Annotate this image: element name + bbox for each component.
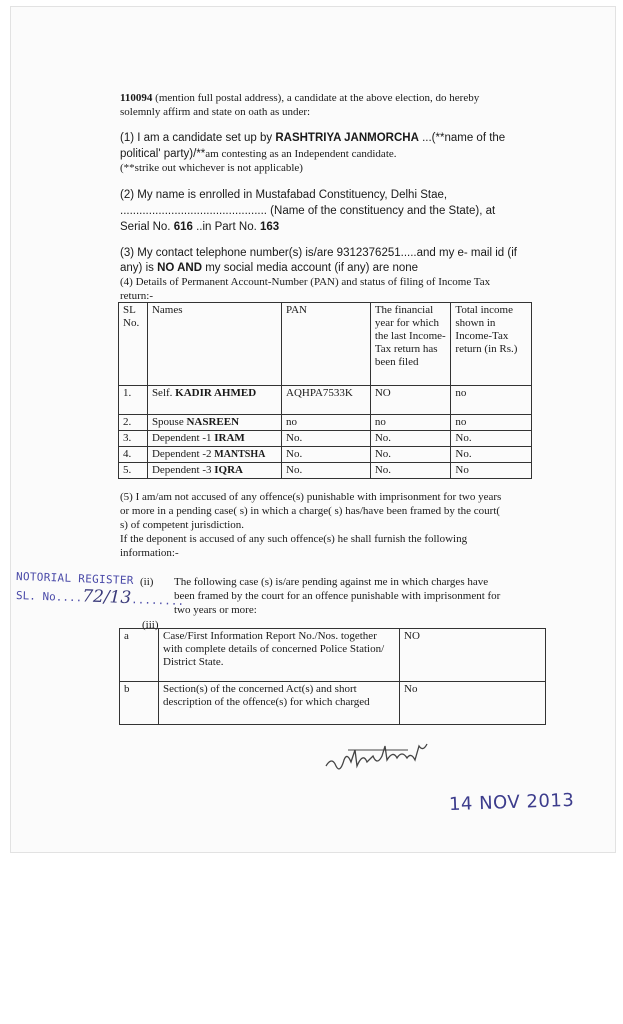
row-fy: no [370,415,451,431]
row-income: No. [451,447,532,463]
relation: Self. [151,387,176,399]
row-fy: No. [370,463,451,479]
notary-dots: ........ [130,593,185,608]
constituency-note [120,204,495,218]
row-pan: No. [282,463,371,479]
row-name [147,447,281,463]
table-row [120,629,546,682]
table-row [119,431,532,447]
case-item-number: (ii) [140,576,154,588]
header-financial-year: The financial year for which the last Income-Tax return has been filed [370,303,451,386]
party-line [120,131,505,145]
case-line-3: two years or more: [174,604,257,616]
case-value: No [400,682,546,725]
pan-heading-2: return:- [120,290,153,302]
case-desc: Case/First Information Report No./Nos. together with complete details of concerned Police Station/ District State. [159,629,400,682]
header-pan: PAN [282,303,371,386]
party-suffix: ...(**name of the [418,132,506,144]
row-sl: 2. [119,415,148,431]
part-label: ..in Part No. [192,221,260,233]
row-pan: AQHPA7533K [282,386,371,415]
case-item-iii: (iii) [142,619,159,631]
row-sl: 3. [119,431,148,447]
intro-line-2: solemnly affirm and state on oath as under: [120,106,311,118]
row-fy: No. [370,431,451,447]
person-name: IRAM [214,432,245,444]
email-line [120,261,418,275]
row-fy: No. [370,447,451,463]
relation: Spouse [151,416,187,428]
case-line-2: been framed by the court for an offence punishable with imprisonment for [174,590,501,602]
row-sl: 4. [119,447,148,463]
table-row [119,415,532,431]
case-desc: Section(s) of the concerned Act(s) and short description of the offence(s) for which charged [159,682,400,725]
pan-table [118,302,532,479]
offence-line-2: or more in a pending case( s) in which a charge( s) has/have been framed by the court( [120,505,501,517]
row-income: No. [451,431,532,447]
notary-serial-number: 72/13 [81,586,132,609]
table-row [120,682,546,725]
case-key: b [120,682,159,725]
date-stamp: 14 NOV 2013 [448,789,575,816]
constituency-line: (2) My name is enrolled in Mustafabad Constituency, Delhi Stae, [120,189,448,201]
row-income: no [451,386,532,415]
dots: .............................................. [120,205,267,217]
party-prefix: (1) I am a candidate set up by [120,132,276,144]
row-name [147,431,281,447]
pan-heading: (4) Details of Permanent Account-Number (PAN) and status of filing of Income Tax [120,276,491,288]
notary-register-stamp: NOTORIAL REGISTER [15,569,134,588]
case-line-1: The following case (s) is/are pending against me in which charges have [174,576,489,588]
case-table [119,628,546,725]
table-row [119,386,532,415]
political-party-text: political' party)/** [120,148,206,160]
header-sl: SL No. [119,303,148,386]
table-row [119,463,532,479]
serial-line [120,220,279,234]
row-name [147,463,281,479]
person-name: NASREEN [186,416,240,428]
email-prefix: any) is [120,262,158,274]
serial-label: Serial No. [120,221,174,233]
person-name: KADIR AHMED [175,387,257,399]
offence-line-4: If the deponent is accused of any such offence(s) he shall furnish the following [120,533,468,545]
header-names: Names [147,303,281,386]
independent-line [120,147,397,161]
row-sl: 1. [119,386,148,415]
person-name: IQRA [214,464,243,476]
pan-table-header [119,303,532,386]
row-fy: NO [370,386,451,415]
case-key: a [120,629,159,682]
row-pan: No. [282,447,371,463]
social-media-text: my social media account (if any) are none [202,262,419,274]
notary-serial-label: SL. No.... [15,589,83,605]
row-name [147,415,281,431]
relation: Dependent -2 [151,448,215,460]
row-income: no [451,415,532,431]
serial-number: 616 [173,221,193,233]
constituency-note-text: (Name of the constituency and the State), at [266,205,496,217]
email-value: NO AND [157,262,203,274]
row-pan: No. [282,431,371,447]
header-total-income: Total income shown in Income-Tax return (in Rs.) [451,303,532,386]
case-value: NO [400,629,546,682]
party-name: RASHTRIYA JANMORCHA [275,132,419,144]
independent-text: am contesting as an Independent candidate. [205,148,397,160]
contact-line: (3) My contact telephone number(s) is/are 9312376251.....and my e- mail id (if [120,247,517,259]
row-sl: 5. [119,463,148,479]
part-number: 163 [259,221,280,233]
offence-line-1: (5) I am/am not accused of any offence(s) punishable with imprisonment for two years [120,491,502,503]
intro-line-1 [120,91,479,105]
signature-image [322,742,454,778]
relation: Dependent -1 [151,432,215,444]
pin-code: 110094 [120,92,153,104]
person-name: MANTSHA [214,449,266,460]
row-income: No [451,463,532,479]
row-name [147,386,281,415]
relation: Dependent -3 [151,464,215,476]
offence-line-5: information:- [120,547,179,559]
intro-text: (mention full postal address), a candidate at the above election, do hereby [152,92,480,104]
strike-note: (**strike out whichever is not applicable) [120,162,303,174]
row-pan: no [282,415,371,431]
table-row [119,447,532,463]
offence-line-3: s) of competent jurisdiction. [120,519,245,531]
